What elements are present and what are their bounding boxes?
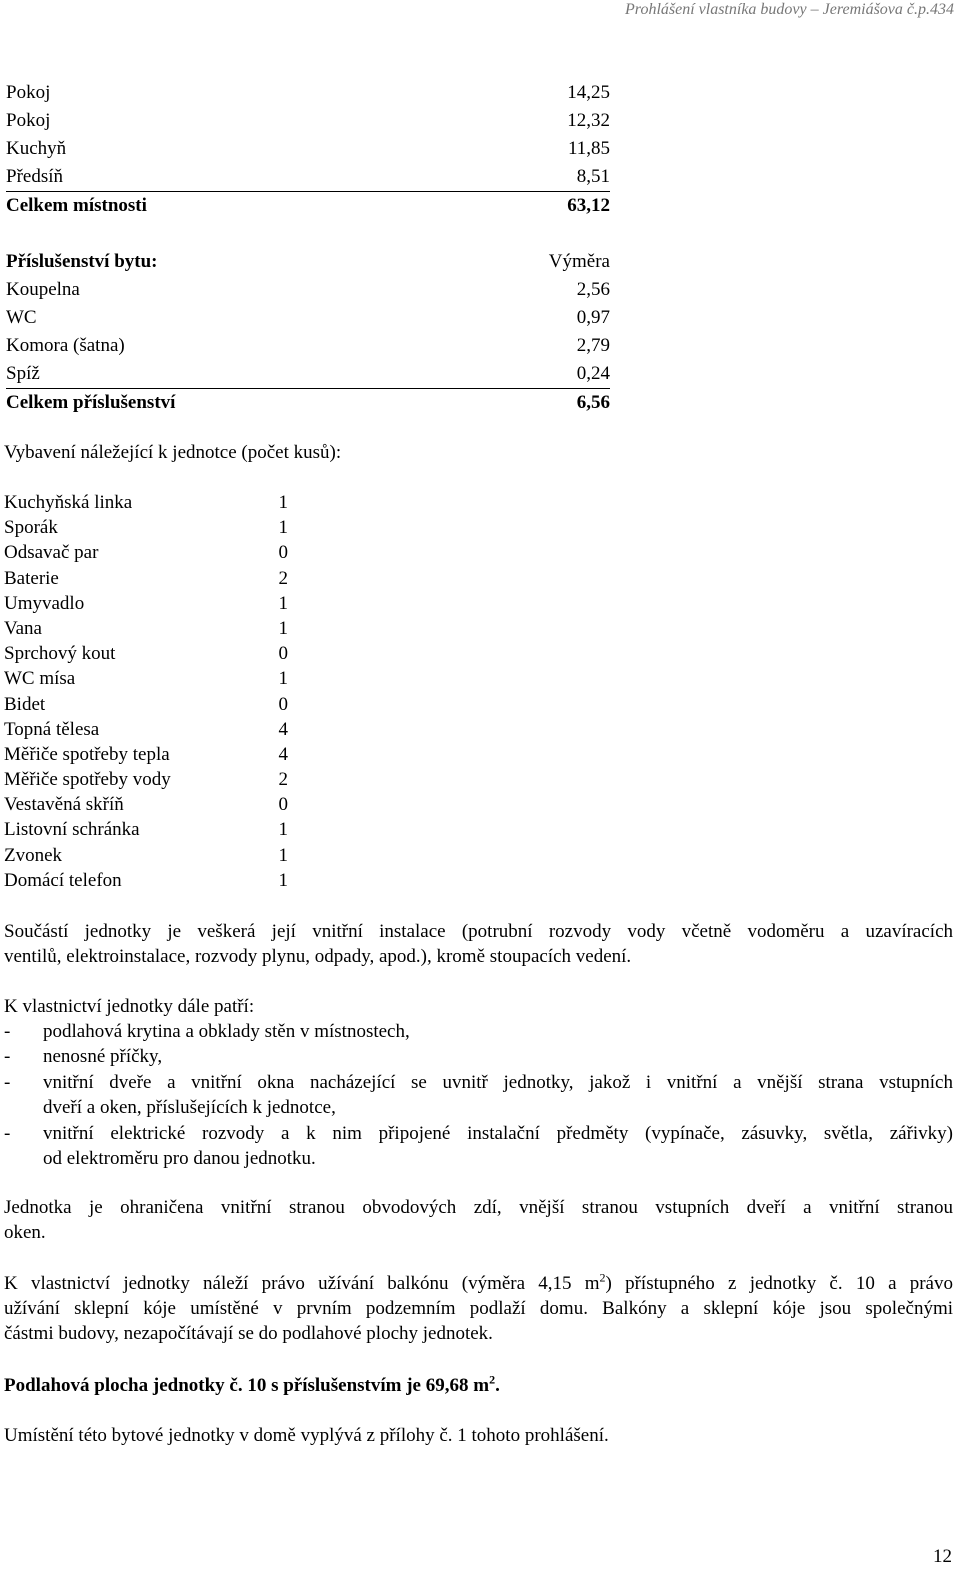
equipment-name: Odsavač par — [4, 542, 99, 564]
paragraph-line: užívání sklepní kóje umístěné v prvním podzemním podlaží domu. Balkóny a sklepní kóje jsou společnými — [4, 1298, 953, 1319]
total-label: Celkem místnosti — [6, 195, 147, 216]
ownership-list — [4, 1019, 953, 1171]
equipment-count: 1 — [278, 517, 288, 539]
equipment-name: Umyvadlo — [4, 592, 85, 614]
equipment-count: 1 — [278, 844, 288, 866]
paragraph-line: ventilů, elektroinstalace, rozvody plynu, odpady, apod.), kromě stoupacích vedení. — [4, 946, 632, 967]
table-row — [6, 135, 610, 163]
ownership-intro: K vlastnictví jednotky dále patří: — [4, 996, 255, 1017]
equipment-count: 2 — [278, 567, 288, 589]
area-statement: Podlahová plocha jednotky č. 10 s příslušenstvím je 69,68 $m^2$. — [4, 1372, 500, 1396]
equipment-count: 1 — [278, 492, 288, 513]
page-number: 12 — [933, 1546, 952, 1567]
table-row — [6, 276, 610, 304]
equipment-count: 4 — [278, 743, 288, 765]
equipment-count: 0 — [278, 542, 288, 564]
accessories-header-row — [6, 248, 610, 276]
location-statement: Umístění této bytové jednotky v domě vyplývá z přílohy č. 1 tohoto prohlášení. — [4, 1425, 609, 1446]
list-item-text: dveří a oken, příslušejících k jednotce, — [43, 1097, 336, 1119]
list-item: - podlahová krytina a obklady stěn v místnostech, — [4, 1019, 953, 1044]
accessory-name: WC — [6, 307, 37, 328]
list-item — [4, 591, 288, 616]
accessory-name: Spíž — [6, 363, 40, 384]
paragraph-line: K vlastnictví jednotky náleží právo užívání balkónu (výměra 4,15 $m^2$) přístupného z jednotky č. 10 a právo — [4, 1270, 953, 1294]
equipment-count: 1 — [278, 617, 288, 639]
list-item — [4, 817, 288, 842]
equipment-count: 1 — [278, 819, 288, 841]
accessory-area: 0,24 — [576, 363, 610, 384]
installation-paragraph — [4, 919, 953, 969]
equipment-name: Sporák — [4, 517, 58, 539]
accessory-name: Koupelna — [6, 279, 80, 300]
list-item — [4, 540, 288, 565]
room-name: Pokoj — [6, 82, 51, 103]
paragraph-line: Součástí jednotky je veškerá její vnitřní instalace (potrubní rozvody vody včetně vodoměru a uzavíracích — [4, 921, 953, 942]
list-item-text: vnitřní dveře a vnitřní okna nacházející se uvnitř jednotky, jakož i vnitřní a vnější strana vstupních — [43, 1071, 953, 1093]
page-header: Prohlášení vlastníka budovy – Jeremiášova č.p.434 — [625, 1, 954, 18]
total-value: 63,12 — [567, 195, 610, 216]
room-area: 11,85 — [567, 138, 610, 159]
list-item — [4, 515, 288, 540]
list-item: - nenosné příčky, — [4, 1044, 953, 1069]
list-item — [4, 868, 288, 893]
table-row — [6, 163, 610, 191]
accessory-area: 0,97 — [576, 307, 610, 328]
equipment-name: Měřiče spotřeby tepla — [4, 743, 170, 765]
total-value: 6,56 — [576, 392, 610, 413]
equipment-count: 1 — [278, 668, 288, 690]
list-item — [4, 616, 288, 641]
list-item — [4, 666, 288, 691]
list-item-text: od elektroměru pro danou jednotku. — [43, 1148, 316, 1170]
list-item — [4, 717, 288, 742]
accessories-total-row — [6, 388, 610, 417]
list-item — [4, 641, 288, 666]
equipment-name: Baterie — [4, 567, 59, 589]
list-item — [4, 692, 288, 717]
equipment-name: Vana — [4, 617, 42, 639]
equipment-name: Domácí telefon — [4, 869, 122, 891]
paragraph-line: Jednotka je ohraničena vnitřní stranou obvodových zdí, vnější stranou vstupních dveří a vnitřní stranou — [4, 1197, 953, 1218]
equipment-count: 1 — [278, 869, 288, 891]
list-item-text: podlahová krytina a obklady stěn v místnostech, — [43, 1021, 410, 1042]
room-area: 8,51 — [576, 166, 610, 187]
table-row — [6, 107, 610, 135]
list-item-text: vnitřní elektrické rozvody a k nim připojené instalační předměty (vypínače, zásuvky, světla, zářivky) — [43, 1122, 953, 1144]
table-row — [6, 304, 610, 332]
area-column-header: Výměra — [548, 251, 610, 272]
room-name: Kuchyň — [6, 138, 67, 159]
equipment-title: Vybavení náležející k jednotce (počet kusů): — [4, 442, 342, 463]
equipment-count: 1 — [278, 592, 288, 614]
list-item: - vnitřní elektrické rozvody a k nim připojené instalační předměty (vypínače, zásuvky, světla, zářivky) od elektroměru pro danou jednotku. — [4, 1121, 953, 1172]
table-row — [6, 360, 610, 388]
list-item — [4, 742, 288, 767]
list-item — [4, 566, 288, 591]
list-item — [4, 767, 288, 792]
equipment-name: Listovní schránka — [4, 819, 140, 841]
equipment-count: 4 — [278, 718, 288, 740]
equipment-name: Kuchyňská linka — [4, 492, 133, 513]
table-row — [6, 79, 610, 107]
equipment-name: Měřiče spotřeby vody — [4, 769, 171, 791]
equipment-name: Sprchový kout — [4, 643, 116, 665]
room-name: Předsíň — [6, 166, 63, 187]
equipment-name: Vestavěná skříň — [4, 794, 124, 816]
room-area: 12,32 — [567, 110, 610, 131]
boundary-paragraph — [4, 1195, 953, 1245]
list-item: - vnitřní dveře a vnitřní okna nacházející se uvnitř jednotky, jakož i vnitřní a vnější strana vstupních dveří a oken, příslušejících k jednotce, — [4, 1070, 953, 1121]
room-area: 14,25 — [567, 82, 610, 103]
table-row — [6, 332, 610, 360]
accessory-name: Komora (šatna) — [6, 335, 125, 356]
equipment-count: 0 — [278, 794, 288, 816]
list-item-text: nenosné příčky, — [43, 1046, 163, 1068]
rooms-total-row — [6, 191, 610, 220]
total-label: Celkem příslušenství — [6, 392, 176, 413]
equipment-list — [4, 490, 288, 893]
accessories-heading: Příslušenství bytu: — [6, 251, 158, 272]
accessory-area: 2,79 — [576, 335, 610, 356]
balcony-paragraph — [4, 1271, 953, 1346]
list-item — [4, 490, 288, 515]
paragraph-line: částmi budovy, nezapočítávají se do podlahové plochy jednotek. — [4, 1323, 493, 1344]
list-item — [4, 792, 288, 817]
paragraph-line: oken. — [4, 1222, 46, 1243]
accessories-table — [6, 248, 610, 417]
equipment-name: Bidet — [4, 693, 46, 715]
rooms-table — [6, 79, 610, 220]
equipment-count: 0 — [278, 643, 288, 665]
room-name: Pokoj — [6, 110, 51, 131]
list-item — [4, 843, 288, 868]
equipment-count: 0 — [278, 693, 288, 715]
equipment-name: Topná tělesa — [4, 718, 100, 740]
equipment-count: 2 — [278, 769, 288, 791]
accessory-area: 2,56 — [576, 279, 610, 300]
equipment-name: WC mísa — [4, 668, 76, 690]
equipment-name: Zvonek — [4, 844, 63, 866]
